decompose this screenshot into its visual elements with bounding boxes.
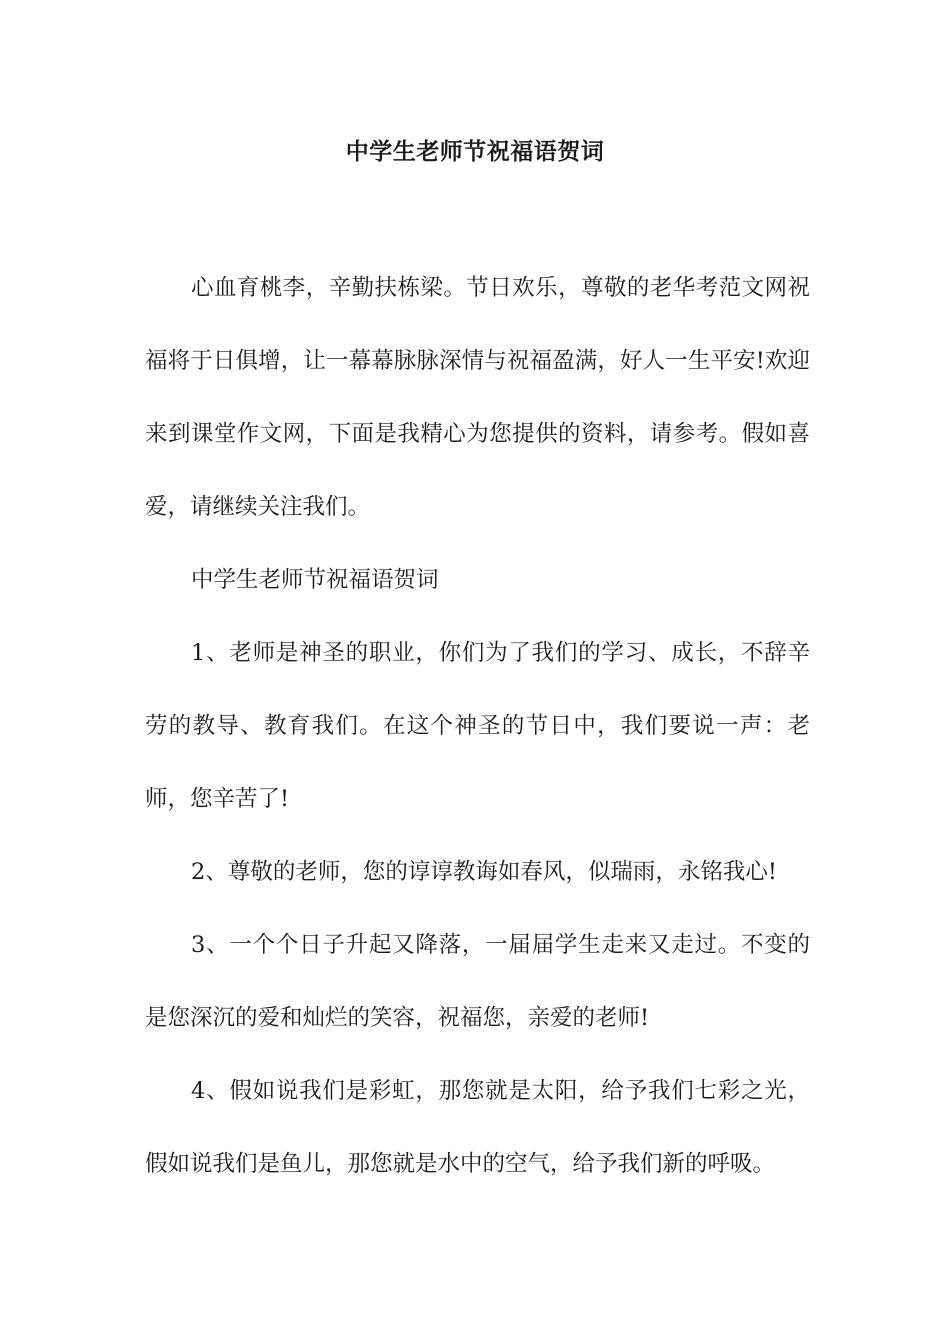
section-heading: 中学生老师节祝福语贺词 xyxy=(191,567,439,593)
document-body xyxy=(145,252,810,1201)
document-title: 中学生老师节祝福语贺词 xyxy=(345,138,605,165)
wish-item-4: 4、假如说我们是彩虹，那您就是太阳，给予我们七彩之光，假如说我们是鱼儿，那您就是水中的空气，给予我们新的呼吸。 xyxy=(145,1078,810,1177)
wish-item-1: 1、老师是神圣的职业，你们为了我们的学习、成长，不辞辛劳的教导、教育我们。在这个神圣的节日中，我们要说一声：老师，您辛苦了! xyxy=(145,640,810,812)
intro-paragraph: 心血育桃李，辛勤扶栋梁。节日欢乐，尊敬的老华考范文网祝福将于日俱增，让一幕幕脉脉深情与祝福盈满，好人一生平安!欢迎来到课堂作文网，下面是我精心为您提供的资料，请参考。假如喜爱，请继续关注我们。 xyxy=(145,275,810,520)
wish-item-3: 3、一个个日子升起又降落，一届届学生走来又走过。不变的是您深沉的爱和灿烂的笑容，祝福您，亲爱的老师! xyxy=(145,932,810,1031)
wish-item-2: 2、尊敬的老师，您的谆谆教诲如春风，似瑞雨，永铭我心! xyxy=(191,859,777,885)
